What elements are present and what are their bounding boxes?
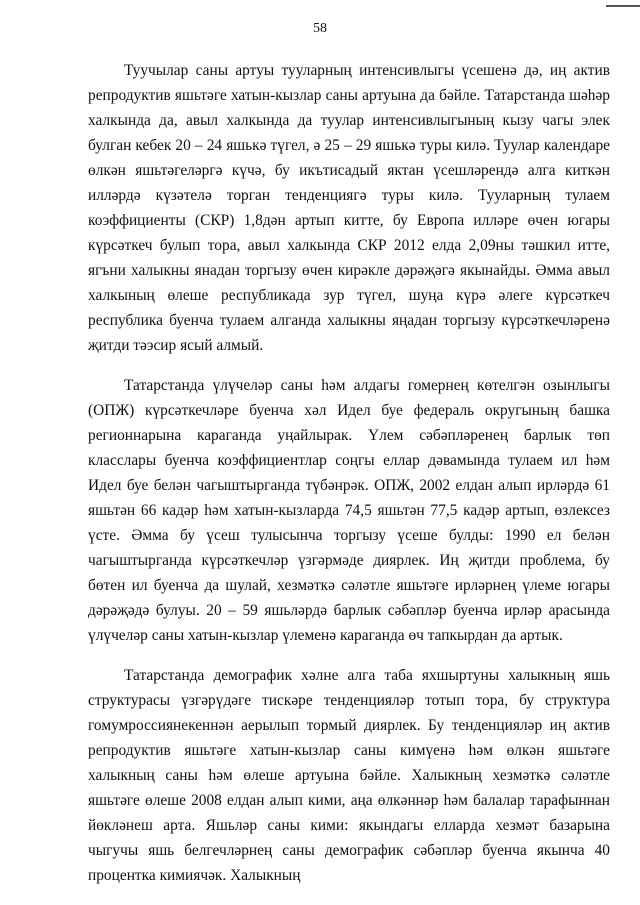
paragraph-mortality: Татарстанда үлүчеләр саны һәм алдагы гомернең көтелгән озынлыгы (ОПЖ) күрсәткечләре буенча хәл Идел буе федераль округының башка регионнарына караганда уңайлырак. Үлем сәбәпләренең барлык төп класслары буенча коэффициентлар соңгы еллар дәвамында тулаем ил һәм Идел буе белән чагыштырганда түбәнрәк. ОПЖ, 2002 елдан алып ирләрдә 61 яшьтән 66 кадәр һәм хатын-кызларда 74,5 яшьтән 77,5 кадәр артып, өзлексез үсте. Әмма бу үсеш тулысынча торгызу үсеше булды: 1990 ел белән чагыштырганда күрсәткечләр үзгәрмәде диярлек. Иң җитди проблема, бу бөтен ил буенча да шулай, хезмәткә сәләтле яшьтәге ирләрнең үлеме югары дәрәҗәдә булуы. 20 – 59 яшьләрдә барлык сәбәпләр буенча ирләр арасында үлүчеләр саны хатын-кызлар үлеменә караганда өч тапкырдан да артык.	[88, 377, 610, 644]
scan-edge-mark	[606, 5, 640, 7]
body-text	[88, 58, 610, 888]
paragraph-birth-rates: Туучылар саны артуы тууларның интенсивлыгы үсешенә дә, иң актив репродуктив яшьтәге хатын-кызлар саны артуына да бәйле. Татарстанда шәһәр халкында да, авыл халкында да туулар интенсивлыгының кызу чагы элек булган кебек 20 – 24 яшькә түгел, ә 25 – 29 яшькә туры килә. Туулар календаре өлкән яшьтәгеләргә күчә, бу икътисадый яктан үсешләрендә алга киткән илләрдә күзәтелә торган тенденциягә туры килә. Тууларның тулаем коэффициенты (СКР) 1,8дән артып китте, бу Европа илләре өчен югары күрсәткеч булып тора, авыл халкында СКР 2012 елда 2,09ны тәшкил итте, ягъни халыкны янадан торгызу өчен кирәкле дәрәҗәгә якынайды. Әмма авыл халкының өлеше республикада зур түгел, шуңа күрә әлеге күрсәткеч республика буенча тулаем алганда халыкны яңадан торгызу күрсәткечләренә җитди тәэсир ясый алмый.	[88, 62, 610, 354]
paragraph-age-structure: Татарстанда демографик хәлне алга таба яхшыртуны халыкның яшь структурасы үзгәрүдәге тискәре тенденцияләр тотып тора, бу структура гомумроссиянекеннән аерылып тормый диярлек. Бу тенденцияләр иң актив репродуктив яшьтәге хатын-кызлар саны кимүенә һәм өлкән яшьтәге халыкның саны һәм өлеше артуына бәйле. Халыкның хезмәткә сәләтле яшьтәге өлеше 2008 елдан алып кими, аңа өлкәннәр һәм балалар тарафыннан йөкләнеш арта. Яшьләр саны кими: якындагы елларда хезмәт базарына чыгучы яшь белгечләрнең саны демографик сәбәпләр буенча якынча 40 процентка кимиячәк. Халыкның	[88, 667, 610, 884]
page-number: 58	[313, 21, 327, 36]
